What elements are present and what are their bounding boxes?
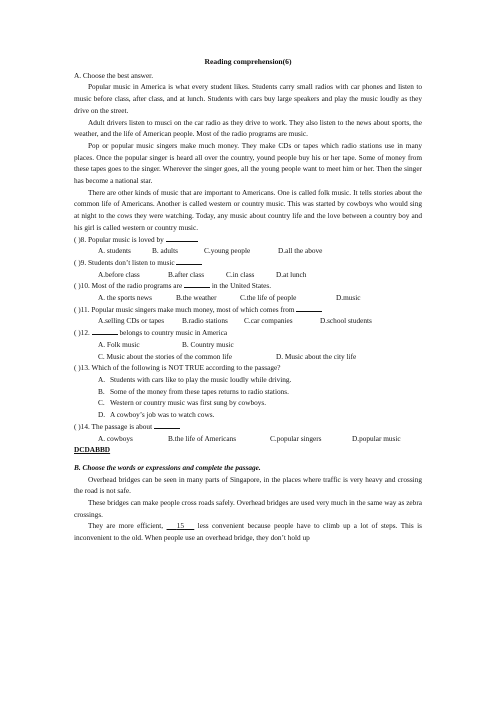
option: C.car companies bbox=[244, 316, 293, 326]
question-stem-end: belongs to country music in America bbox=[119, 328, 228, 338]
answer-blank[interactable] bbox=[166, 234, 198, 242]
question-12 bbox=[74, 327, 422, 339]
options-11 bbox=[74, 315, 422, 327]
option: B. Some of the money from these tapes returns to radio stations. bbox=[98, 386, 289, 396]
answer-blank[interactable] bbox=[176, 257, 202, 265]
answer-blank[interactable] bbox=[296, 304, 322, 312]
blank-15[interactable]: 15 bbox=[176, 521, 185, 531]
option: C.young people bbox=[204, 246, 251, 256]
options-10 bbox=[74, 292, 422, 304]
paragraph: Overhead bridges can be seen in many parts of Singapore, in the places where traffic is very heavy and crossing the road is not safe. bbox=[74, 474, 422, 496]
option: A. cowboys bbox=[98, 433, 133, 443]
question-number: ( )12. bbox=[74, 328, 90, 338]
question-number: ( )10. bbox=[74, 281, 90, 291]
options-12 bbox=[74, 339, 422, 351]
paragraph: Popular music in America is what every student likes. Students carry small radios with car phones and listen to music before class, after class, and at lunch. Students with cars buy large speakers and play the music loudly as they drive on the street. bbox=[74, 82, 422, 115]
options-12b bbox=[74, 351, 422, 363]
option: C. Western or country music was first sung by cowboys. bbox=[98, 398, 267, 408]
option: B.after class bbox=[168, 269, 205, 279]
option: A. students bbox=[98, 246, 131, 256]
question-stem: The passage is about bbox=[91, 421, 153, 431]
option-letter: A. bbox=[98, 374, 106, 384]
question-10 bbox=[74, 280, 422, 292]
paragraph: There are other kinds of music that are important to Americans. One is called folk music. It tells stories about the common life of Americans. Another is called western or country music. This was started by cowboys who would sing at night to the cows they were watching. Today, any music about country life and the love between a country boy and his girl is called western or country music. bbox=[74, 187, 422, 232]
options-14 bbox=[74, 433, 422, 445]
section-b-heading: B. Choose the words or expressions and complete the passage. bbox=[74, 462, 261, 472]
option: D.at lunch bbox=[276, 269, 307, 279]
option: B.radio stations bbox=[182, 316, 228, 326]
option: A.selling CDs or tapes bbox=[98, 316, 165, 326]
paragraph: These bridges can make people cross roads safely. Overhead bridges are used very much in the same way as zebra crossings. bbox=[74, 498, 422, 519]
question-stem: Most of the radio programs are bbox=[91, 281, 183, 291]
question-number: ( )8. bbox=[74, 234, 87, 244]
question-number: ( )9. bbox=[74, 257, 87, 267]
paragraph: Pop or popular music singers make much money. They make CDs or tapes which radio stations use in many places. Once the popular singer is heard all over the country, yound people buy his or her tape. Some of money from these tapes goes to the singer. Wherever the singer goes, all the young people want to meet him or her. Then the singer has become a national star. bbox=[74, 140, 422, 186]
option-letter: D. bbox=[98, 410, 106, 420]
option: D. Music about the city life bbox=[276, 351, 357, 361]
option: D.school students bbox=[320, 316, 372, 326]
option: B.the life of Americans bbox=[168, 433, 237, 443]
option: D.music bbox=[336, 293, 361, 303]
option: C.the life of people bbox=[240, 293, 297, 303]
option-letter: B. bbox=[98, 386, 105, 396]
answer-key: DCDABBD bbox=[74, 445, 111, 455]
question-stem-end: in the United States. bbox=[211, 281, 272, 291]
worksheet-page bbox=[74, 56, 422, 544]
question-stem: Students don’t listen to music bbox=[88, 257, 175, 267]
section-a-heading: A. Choose the best answer. bbox=[74, 70, 154, 80]
question-13 bbox=[74, 362, 422, 374]
option: C.popular singers bbox=[270, 433, 322, 443]
option: D.all the above bbox=[278, 246, 323, 256]
question-stem: Popular music singers make much money, most of which comes from bbox=[91, 304, 295, 314]
option: A.before class bbox=[98, 269, 140, 279]
option: B.the weather bbox=[176, 293, 217, 303]
option: A. the sports news bbox=[98, 293, 152, 303]
question-11 bbox=[74, 304, 422, 316]
option-letter: C. bbox=[98, 398, 105, 408]
question-9 bbox=[74, 257, 422, 269]
option: A. Students with cars like to play the music loudly while driving. bbox=[98, 374, 292, 384]
page-title: Reading comprehension(6) bbox=[204, 57, 292, 66]
question-8 bbox=[74, 234, 422, 246]
option: A. Folk music bbox=[98, 339, 140, 349]
question-14 bbox=[74, 421, 422, 433]
option: D.popular music bbox=[352, 433, 401, 443]
question-stem: Which of the following is NOT TRUE according to the passage? bbox=[91, 363, 281, 373]
option: D. A cowboy’s job was to watch cows. bbox=[98, 410, 215, 420]
paragraph: Adult drivers listen to musci on the car radio as they drive to work. They also listen to the news about sports, the weather, and the life of American people. Most of the radio programs are music. bbox=[74, 117, 422, 139]
question-stem: Popular music is loved by bbox=[88, 234, 164, 244]
answer-blank[interactable] bbox=[154, 421, 180, 429]
answer-blank[interactable] bbox=[92, 327, 118, 335]
options-9 bbox=[74, 269, 422, 281]
question-number: ( )14. bbox=[74, 421, 90, 431]
option: C.in class bbox=[226, 269, 255, 279]
answer-blank[interactable] bbox=[184, 280, 210, 288]
option: B. Country music bbox=[182, 339, 234, 349]
question-number: ( )11. bbox=[74, 304, 90, 314]
question-number: ( )13. bbox=[74, 363, 90, 373]
paragraph: They are more efficient, 15 less convenient because people have to climb up a lot of steps. This is inconvenient to the old. When people use an overhead bridge, they don’t hold up bbox=[74, 521, 422, 543]
option: C. Music about the stories of the common life bbox=[98, 351, 232, 361]
options-8 bbox=[74, 245, 422, 257]
option: B. adults bbox=[152, 246, 178, 256]
